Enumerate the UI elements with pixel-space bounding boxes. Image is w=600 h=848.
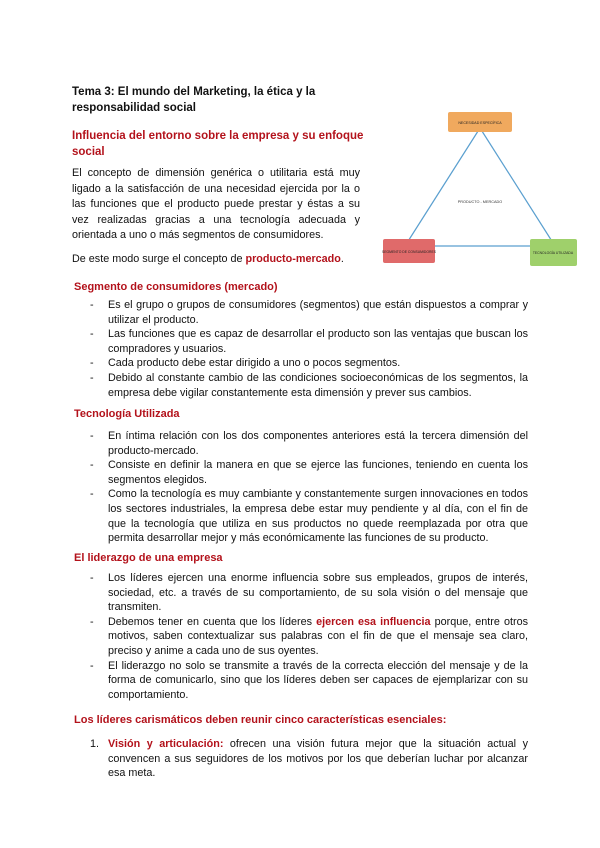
segmento-list bbox=[90, 298, 528, 400]
list-item bbox=[90, 429, 528, 458]
list-item-text: Como la tecnología es muy cambiante y constantemente surgen innovaciones en todos los sectores industriales, la empresa debe estar muy pendiente y al día, con el fin de que la tecnología que utiliza en sus productos no quede reemplazada por otra que permita desarrollar mejor y más económicamente las funciones de su producto. bbox=[108, 488, 528, 545]
dash-marker: - bbox=[90, 430, 94, 442]
dash-marker: - bbox=[90, 459, 94, 472]
list-item-text: Cada producto debe estar dirigido a uno o pocos segmentos. bbox=[108, 357, 401, 370]
list-item-text: El liderazgo no solo se transmite a través de la correcta elección del mensaje y de la forma de comunicarlo, sino que los líderes deben ser capaces de ejemplarizar con su comportamiento. bbox=[108, 659, 528, 701]
node-necesidad-label: NECESIDAD ESPECÍFICA bbox=[458, 121, 502, 125]
list-item bbox=[90, 458, 528, 487]
section-heading-carismaticos: Los líderes carismáticos deben reunir cinco características esenciales: bbox=[74, 714, 447, 726]
list-item bbox=[90, 571, 528, 615]
paragraph-concepto: El concepto de dimensión genérica o utilitaria está muy ligado a la satisfacción de una necesidad ejercida por la o las funciones que el producto puede prestar y éstas a su vez realizadas gracias a una tecnología adecuada y orientada a uno o más segmentos de consumidores. bbox=[72, 167, 360, 241]
paragraph-suffix: . bbox=[340, 253, 344, 265]
list-item-text: Debido al constante cambio de las condiciones socioeconómicas de los segmentos, la empresa debe vigilar constantemente esta dimensión y prever sus cambios. bbox=[108, 371, 528, 399]
ejercen-influencia-highlight: ejercen esa influencia bbox=[316, 615, 431, 628]
page-title: Tema 3: El mundo del Marketing, la ética y la responsabilidad social bbox=[72, 86, 316, 114]
list-item bbox=[90, 615, 528, 659]
vision-articulacion-term: Visión y articulación: bbox=[108, 738, 224, 750]
list-item bbox=[90, 327, 528, 356]
section-heading-liderazgo: El liderazgo de una empresa bbox=[74, 552, 223, 564]
list-item-text: En íntima relación con los dos componentes anteriores está la tercera dimensión del producto-mercado. bbox=[108, 430, 528, 457]
list-item bbox=[90, 659, 528, 703]
list-item-suffix: porque, entre otros motivos, saben contextualizar sus palabras con el fin de que el mensaje sea claro, preciso y anime a cada uno de sus oyentes. bbox=[108, 615, 528, 657]
list-item bbox=[90, 371, 528, 400]
triangle-edge-left bbox=[405, 128, 480, 246]
paragraph-prefix: De este modo surge el concepto de bbox=[72, 253, 246, 265]
producto-mercado-highlight: producto-mercado bbox=[245, 253, 341, 265]
section-heading-segmento: Segmento de consumidores (mercado) bbox=[74, 281, 278, 293]
list-item-text: Los líderes ejercen una enorme influencia sobre sus empleados, grupos de interés, sociedad, etc. a través de su comportamiento, de su sola visión o del mensaje que transmiten. bbox=[108, 572, 528, 614]
liderazgo-list bbox=[90, 571, 528, 702]
tecnologia-list bbox=[90, 429, 528, 546]
list-item-prefix: Debemos tener en cuenta que los líderes bbox=[108, 615, 317, 628]
numbered-item-vision bbox=[90, 737, 528, 781]
item-number: 1. bbox=[90, 738, 100, 750]
section-heading-influencia: Influencia del entorno sobre la empresa y su enfoque social bbox=[72, 130, 364, 158]
dash-marker: - bbox=[90, 659, 94, 672]
list-item-text: Es el grupo o grupos de consumidores (segmentos) que están dispuestos a comprar y utilizar el producto. bbox=[108, 299, 528, 326]
list-item bbox=[90, 487, 528, 545]
dash-marker: - bbox=[90, 615, 94, 628]
dash-marker: - bbox=[90, 371, 94, 384]
paragraph-producto-mercado bbox=[72, 252, 372, 268]
list-item-text: Las funciones que es capaz de desarrollar el producto son las ventajas que buscan los compradores y usuarios. bbox=[108, 328, 528, 355]
vision-articulacion-text: ofrecen una visión futura mejor que la situación actual y convencen a sus seguidores de los motivos por los que deberían luchar por alcanzar esa meta. bbox=[108, 738, 528, 780]
dash-marker: - bbox=[90, 357, 94, 370]
dash-marker: - bbox=[90, 488, 94, 501]
producto-mercado-diagram bbox=[380, 108, 580, 268]
list-item-text: Consiste en definir la manera en que se ejerce las funciones, teniendo en cuenta los segmentos elegidos. bbox=[108, 459, 528, 486]
list-item bbox=[90, 298, 528, 327]
list-item bbox=[90, 356, 528, 371]
node-segmento-label: SEGMENTO DE CONSUMIDORES bbox=[381, 250, 437, 254]
dash-marker: - bbox=[90, 328, 94, 341]
dash-marker: - bbox=[90, 299, 94, 311]
section-heading-tecnologia: Tecnología Utilizada bbox=[74, 408, 180, 420]
dash-marker: - bbox=[90, 572, 94, 584]
node-tecnologia-label: TECNOLOGÍA UTILIZADA bbox=[532, 251, 574, 255]
center-producto-mercado-label: PRODUCTO - MERCADO bbox=[457, 200, 503, 204]
triangle-edge-right bbox=[480, 128, 555, 246]
